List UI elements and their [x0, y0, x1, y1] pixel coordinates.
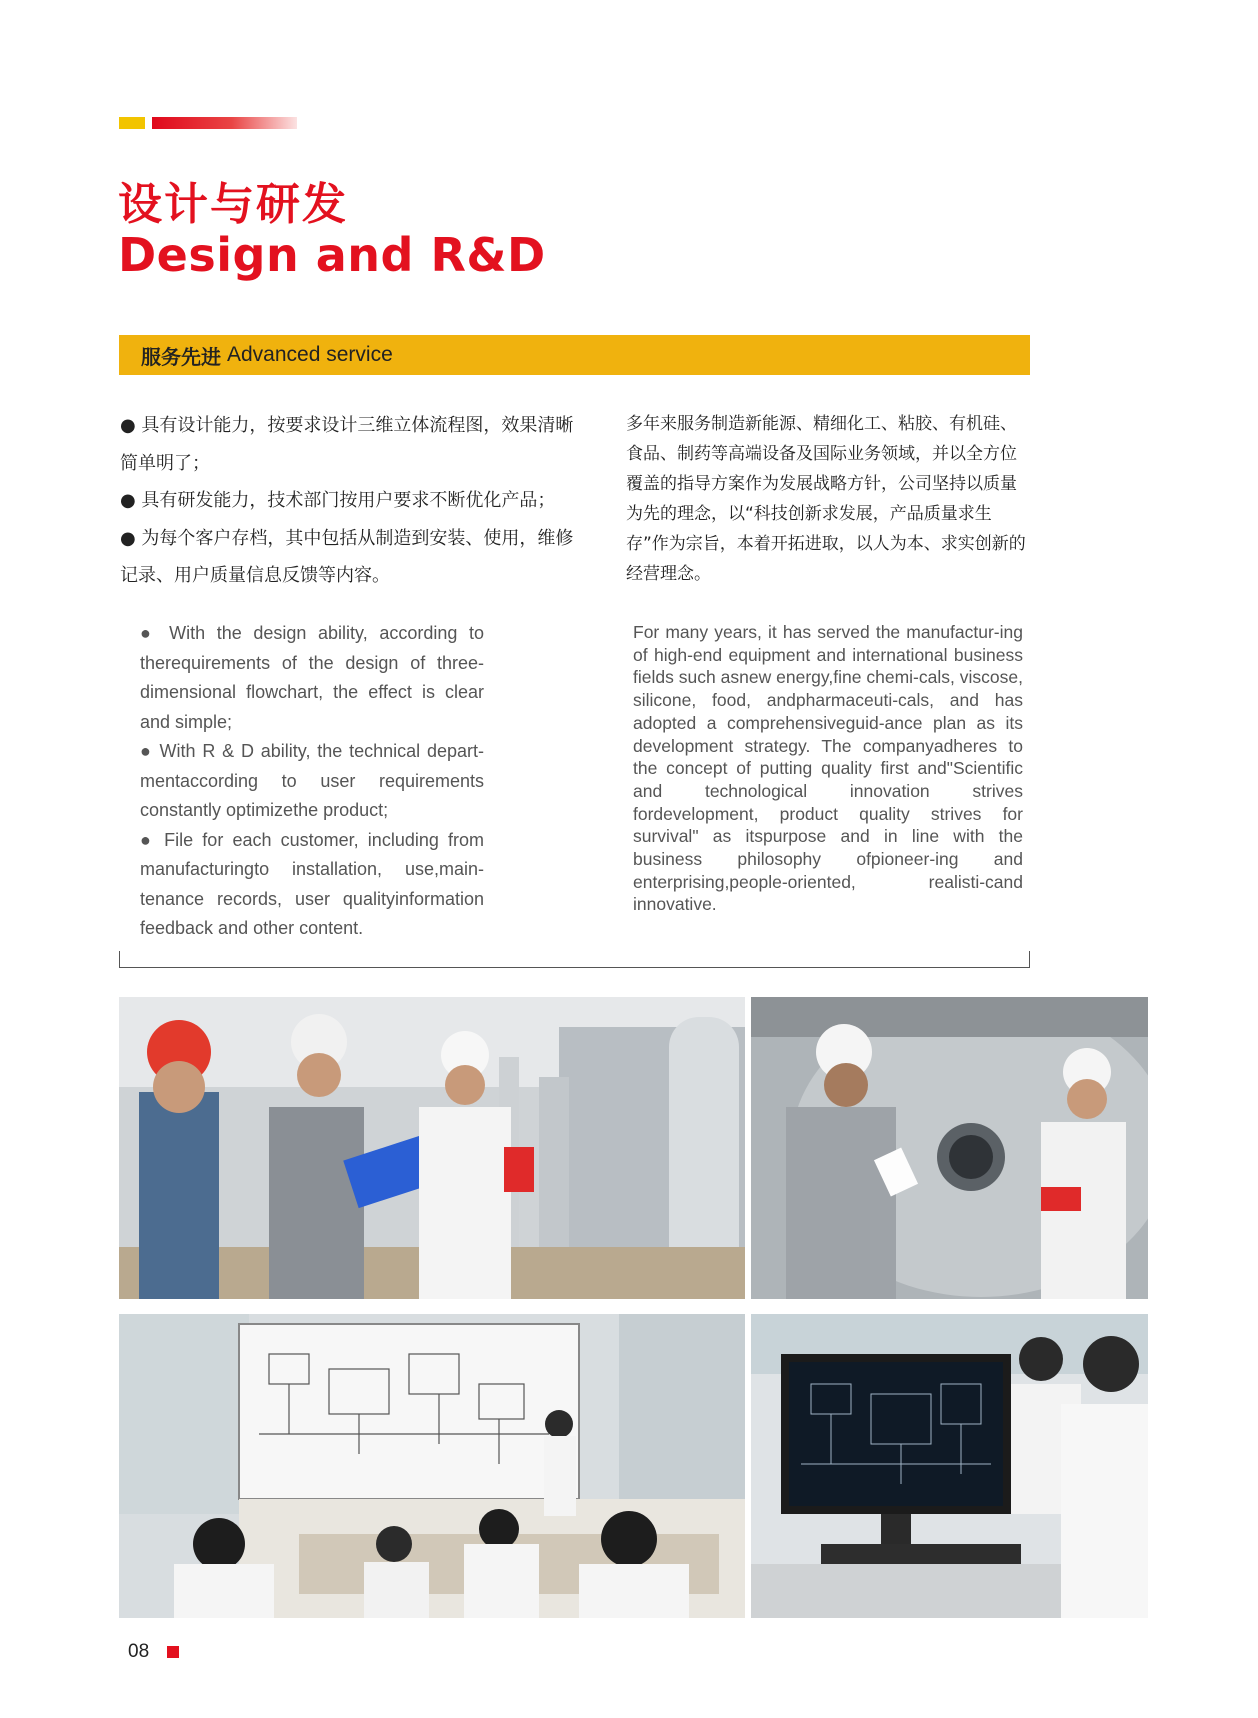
accent-bar-red [152, 117, 297, 129]
photo-cad-workstation [751, 1314, 1148, 1618]
page-title-en: Design and R&D [118, 228, 546, 282]
en-bullet-archive: ● File for each customer, including from manufacturingto installation, use,main-tenance records, user qualityinformation feedback and other content. [140, 829, 484, 938]
photo-factory-inspection [119, 997, 745, 1299]
en-bullet-design: ● With the design ability, according to therequirements of the design of three-dimensional flowchart, the effect is clear and simple; [140, 623, 484, 732]
section-title-en: Advanced service [227, 343, 393, 366]
en-company-intro [633, 621, 1023, 916]
page-title-cn: 设计与研发 [118, 179, 348, 230]
en-company-paragraph: For many years, it has served the manufactur-ing of high-end equipment and international business fields such asnew energy,fine chemi-cals, viscose, silicone, food, andpharmaceuti-cals, and has adopted a comprehensiveguid-ance plan as its development strategy. The companyadheres to the concept of putting quality first and"Scientific and technological innovation strives fordevelopment, product quality strives for survival" as itspurpose and in line with the business philosophy ofpioneer-ing and enterprising,people-oriented, realisti-cand innovative. [633, 622, 1023, 915]
page-number: 08 [128, 1641, 150, 1662]
photo-tank-inspection [751, 997, 1148, 1299]
en-bullet-rd: ● With R & D ability, the technical depart-mentaccording to user requirements constantly optimizethe product; [140, 741, 484, 820]
section-title-cn: 服务先进 [141, 344, 221, 369]
section-header [119, 335, 1030, 375]
cn-bullet-archive: ● 为每个客户存档，其中包括从制造到安装、使用，维修记录、用户质量信息反馈等内容。 [120, 527, 574, 586]
cn-company-paragraph: 多年来服务制造新能源、精细化工、粘胶、有机硅、食品、制药等高端设备及国际业务领域，并以全方位覆盖的指导方案作为发展战略方针，公司坚持以质量为先的理念，以“科技创新求发展，产品质量求生存”作为宗旨，本着开拓进取，以人为本、求实创新的经营理念。 [626, 414, 1026, 584]
cn-company-intro [626, 409, 1026, 589]
cn-bullet-list [120, 407, 590, 595]
cn-bullet-rd: ● 具有研发能力，技术部门按用户要求不断优化产品； [120, 490, 556, 511]
accent-bar-yellow [119, 117, 145, 129]
en-bullet-list [140, 619, 484, 944]
section-bracket-divider [119, 951, 1030, 968]
photo-design-meeting [119, 1314, 745, 1618]
page-number-marker [167, 1646, 179, 1658]
cn-bullet-design: ● 具有设计能力，按要求设计三维立体流程图，效果清晰简单明了； [120, 415, 574, 474]
